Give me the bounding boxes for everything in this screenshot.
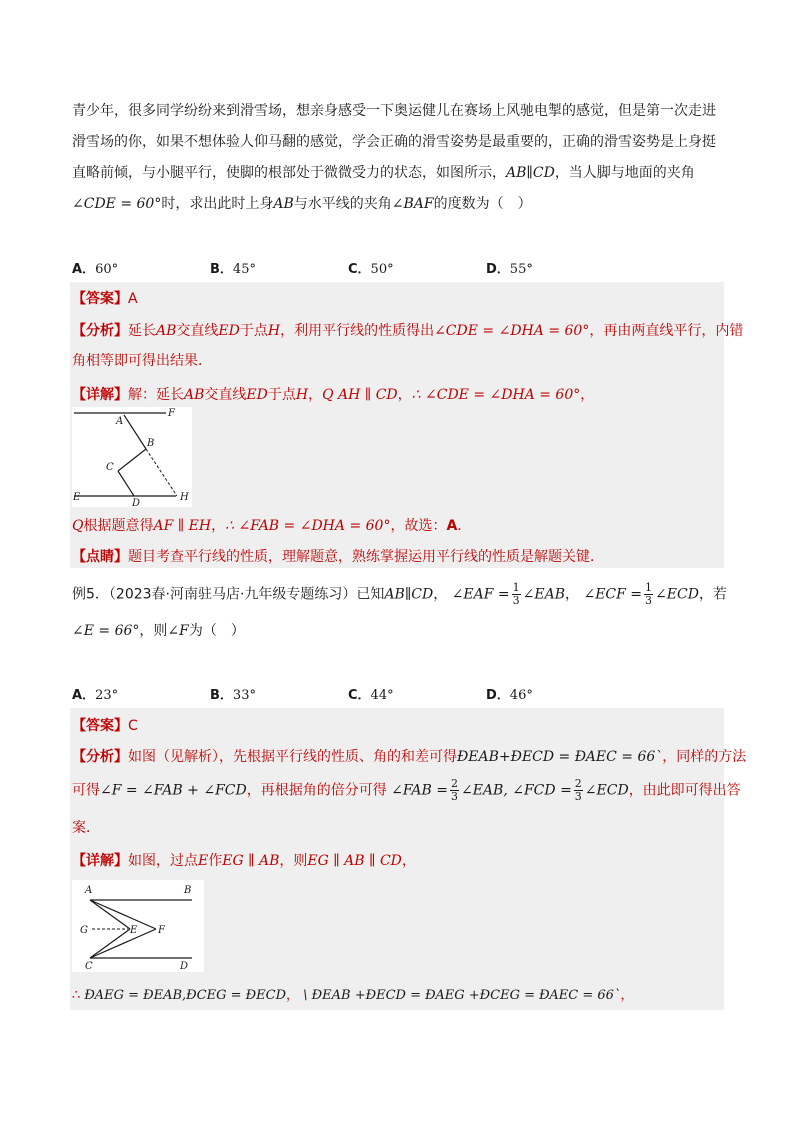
label-b: B <box>184 885 192 896</box>
q5-figure-svg <box>72 880 204 972</box>
segment-cd <box>118 471 134 496</box>
q5-analysis-line-2: 可得∠F = ∠FAB + ∠FCD，再根据角的倍分可得 ∠FAB = $\frac{2}{3}$ ∠EAB, ∠FCD = $\frac{2}{3}$ ∠ECD，由此即可得出答 <box>72 777 741 803</box>
q5-option-a: A．23° <box>72 688 119 703</box>
label-e: E <box>130 925 138 936</box>
label-f: F <box>158 925 165 936</box>
q4-option-d: D．55° <box>486 262 533 277</box>
q4-option-c: C．50° <box>348 262 394 277</box>
q5-analysis-line-3: 案． <box>72 820 100 836</box>
q4-detail-line-1: 【详解】解：延长AB交直线ED于点H，Q AH ∥ CD，∴ ∠CDE = ∠DHA = 60°， <box>72 387 595 403</box>
q5-stem-line-2: ∠E = 66°，则∠F为（ ） <box>72 623 245 639</box>
q4-option-a: A．60° <box>72 262 119 277</box>
fraction-2-3-a: $\frac{2}{3}$ <box>450 777 458 803</box>
label-c: C <box>85 961 93 972</box>
dashed-bh <box>146 449 177 496</box>
q4-point: 【点睛】题目考查平行线的性质，理解题意，熟练掌握运用平行线的性质是解题关键． <box>72 549 604 565</box>
label-a: A <box>85 885 93 896</box>
q5-detail-line-2: ∴ ÐAEG = ÐEAB,ÐCEG = ÐECD， \ ÐEAB +ÐECD = ÐAEG +ÐCEG = ÐAEC = 66`， <box>72 988 634 1003</box>
q5-answer: 【答案】C <box>72 718 138 734</box>
fraction-2-3-b: $\frac{2}{3}$ <box>574 777 582 803</box>
label-h: H <box>180 492 189 503</box>
q4-stem-line-4: ∠CDE = 60°时，求出此时上身AB与水平线的夹角∠BAF的度数为（ ） <box>72 196 532 212</box>
label-b: B <box>147 438 155 449</box>
q4-stem-line-1: 青少年，很多同学纷纷来到滑雪场，想亲身感受一下奥运健儿在赛场上风驰电掣的感觉，但是第一次走进 <box>72 103 716 119</box>
label-f: F <box>168 408 175 419</box>
q5-detail-line-1: 【详解】如图，过点E作EG ∥ AB，则EG ∥ AB ∥ CD， <box>72 853 416 869</box>
q4-answer: 【答案】A <box>72 291 138 307</box>
q4-stem-line-3: 直略前倾，与小腿平行，使脚的根部处于微微受力的状态，如图所示，AB∥CD，当人脚与地面的夹角 <box>72 165 695 181</box>
q5-analysis-line-1: 【分析】如图（见解析），先根据平行线的性质、角的和差可得ÐEAB+ÐECD = ÐAEC = 66`，同样的方法 <box>72 749 747 765</box>
segment-ab <box>124 415 146 449</box>
label-c: C <box>106 462 114 473</box>
q4-detail-line-2: Q根据题意得AF ∥ EH，∴ ∠FAB = ∠DHA = 60°，故选：A． <box>72 518 472 534</box>
q4-figure-svg <box>72 407 192 507</box>
q5-option-d: D．46° <box>486 688 533 703</box>
q4-analysis-line-1: 【分析】延长AB交直线ED于点H，利用平行线的性质得出∠CDE = ∠DHA = 60°，再由两直线平行，内错 <box>72 323 744 339</box>
q5-option-c: C．44° <box>348 688 394 703</box>
label-d: D <box>132 498 141 507</box>
q4-figure <box>72 407 192 507</box>
q4-analysis-line-2: 角相等即可得出结果． <box>72 353 212 369</box>
fraction-1-3-a: $\frac{1}{3}$ <box>512 581 520 607</box>
segment-bc <box>118 449 146 471</box>
q4-stem-line-2: 滑雪场的你，如果不想体验人仰马翻的感觉，学会正确的滑雪姿势是最重要的，正确的滑雪姿势是上身挺 <box>72 134 716 150</box>
label-g: G <box>80 925 88 936</box>
q5-stem-line-1: 例5．（2023春·河南驻马店·九年级专题练习）已知AB∥CD， ∠EAF = $\frac{1}{3}$ ∠EAB， ∠ECF = $\frac{1}{3}$ ∠ECD，若 <box>72 581 727 607</box>
label-a: A <box>116 416 124 427</box>
label-d: D <box>180 961 189 972</box>
q5-option-b: B．33° <box>210 688 256 703</box>
q5-figure <box>72 880 204 972</box>
q4-option-b: B．45° <box>210 262 256 277</box>
label-e: E <box>73 492 81 503</box>
fraction-1-3-b: $\frac{1}{3}$ <box>645 581 653 607</box>
